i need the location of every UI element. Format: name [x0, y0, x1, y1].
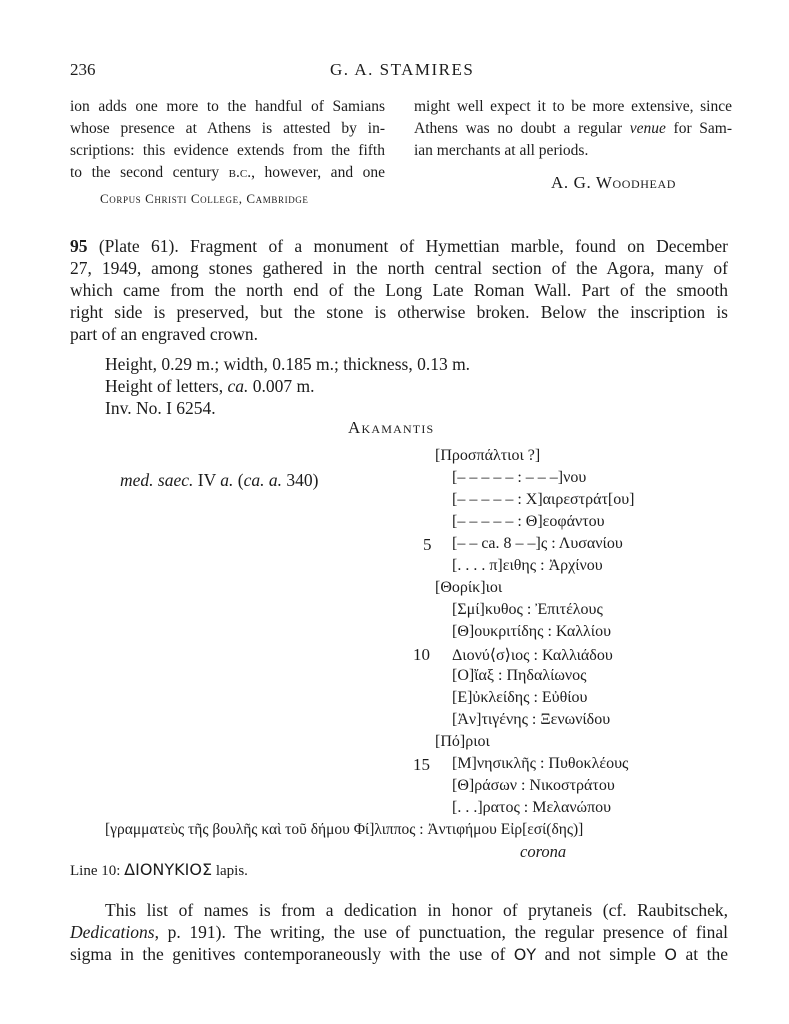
entry-number: 95: [70, 236, 88, 256]
inscription-line: [– – – – – : Θ]εοφάντου: [452, 513, 605, 530]
secretary-line: [γραμματεὺς τῆς βουλῆς καὶ τοῦ δήμου Φί]λιππος : Ἀντιφήμου Εἰρ[εσί(δης)]: [105, 821, 584, 838]
inscription-line: [Θ]ουκριτίδης : Καλλίου: [452, 623, 611, 640]
left-line-4: to the second century b.c., however, and one: [70, 164, 385, 181]
inscription-line: [Θορίκ]ιοι: [435, 579, 503, 596]
inscription-date: med. saec. IV a. (ca. a. 340): [120, 470, 319, 490]
venue-word: venue: [629, 120, 666, 137]
entry-95-description: [70, 235, 728, 345]
tribe-heading: Akamantis: [348, 418, 435, 437]
page-number: 236: [70, 60, 96, 79]
line-number-15: 15: [413, 755, 430, 774]
inscription-line: [– – ca. 8 – –]ς : Λυσανίου: [452, 535, 623, 552]
entry-line-4: right side is preserved, but the stone is otherwise broken. Below the inscription is: [70, 302, 728, 322]
inscription-line: Διονύ⟨σ⟩ιος : Καλλιάδου: [452, 647, 613, 664]
inscription-line: [Θ]ράσων : Νικοστράτου: [452, 777, 615, 794]
bc-abbrev: b.c.: [228, 164, 252, 181]
entry-line-5: part of an engraved crown.: [70, 324, 259, 344]
inscription-line: [– – – – – : Χ]αιρεστράτ[ου]: [452, 491, 635, 508]
prev-article-right-column: [414, 96, 732, 162]
line-number-5: 5: [423, 535, 432, 554]
commentary-line-2: Dedications, p. 191). The writing, the use of punctuation, the regular presence of final: [70, 922, 728, 942]
inscription-line: [Προσπάλτιοι ?]: [435, 447, 541, 464]
corona-label: corona: [520, 842, 567, 861]
affiliation: Corpus Christi College, Cambridge: [100, 191, 309, 206]
left-line-2: whose presence at Athens is attested by in-: [70, 120, 385, 137]
entry-line-1: 95 (Plate 61). Fragment of a monument of Hymettian marble, found on December: [70, 236, 728, 256]
commentary-paragraph: [70, 899, 728, 966]
line-number-10: 10: [413, 645, 430, 664]
inscription-line: [. . . . π]ειθης : Ἀρχίνου: [452, 557, 603, 574]
inscription-line: [Μ]νησικλῆς : Πυθοκλέους: [452, 755, 629, 772]
inscription-line: [Πό]ριοι: [435, 733, 490, 750]
right-line-3: ian merchants at all periods.: [414, 142, 589, 159]
left-line-3: scriptions: this evidence extends from the fifth: [70, 142, 385, 159]
commentary-line-3: sigma in the genitives contemporaneously with the use of ΟΥ and not simple Ο at the: [70, 944, 728, 964]
commentary-line-1: This list of names is from a dedication in honor of prytaneis (cf. Raubitschek,: [105, 900, 728, 920]
inscription-line: [Ἀν]τιγένης : Ξενωνίδου: [452, 711, 611, 728]
running-title: G. A. STAMIRES: [330, 60, 475, 79]
inscription-line: [– – – – – : – – –]νου: [452, 469, 587, 486]
author-signature: A. G. Woodhead: [551, 173, 677, 192]
right-line-2: Athens was no doubt a regular venue for Sam-: [414, 120, 733, 137]
left-line-1: ion adds one more to the handful of Samians: [70, 98, 385, 115]
lapis-reading: ΔΙΟΝΥΚΙΟΣ: [124, 860, 213, 879]
dimensions: Height, 0.29 m.; width, 0.185 m.; thickness, 0.13 m.: [105, 354, 471, 374]
inscription-line: [Ε]ὐκλείδης : Εὐθίου: [452, 689, 588, 706]
entry-line-3: which came from the north end of the Long Late Roman Wall. Part of the smooth: [70, 280, 728, 300]
inventory-number: Inv. No. I 6254.: [105, 398, 216, 418]
prev-article-left-column: [70, 96, 385, 184]
right-line-1: might well expect it to be more extensive, since: [414, 98, 732, 115]
letter-height: Height of letters, ca. 0.007 m.: [105, 376, 315, 396]
inscription-line: [Ο]ἴαξ : Πηδαλίωνος: [452, 667, 587, 684]
line-note: Line 10: ΔΙΟΝΥΚΙΟΣ lapis.: [70, 860, 248, 879]
inscription-line: [. . .]ρατος : Μελανώπου: [452, 799, 612, 816]
entry-line-2: 27, 1949, among stones gathered in the north central section of the Agora, many of: [70, 258, 728, 278]
inscription-line: [Σμί]κυθος : Ἐπιτέλους: [452, 601, 603, 618]
